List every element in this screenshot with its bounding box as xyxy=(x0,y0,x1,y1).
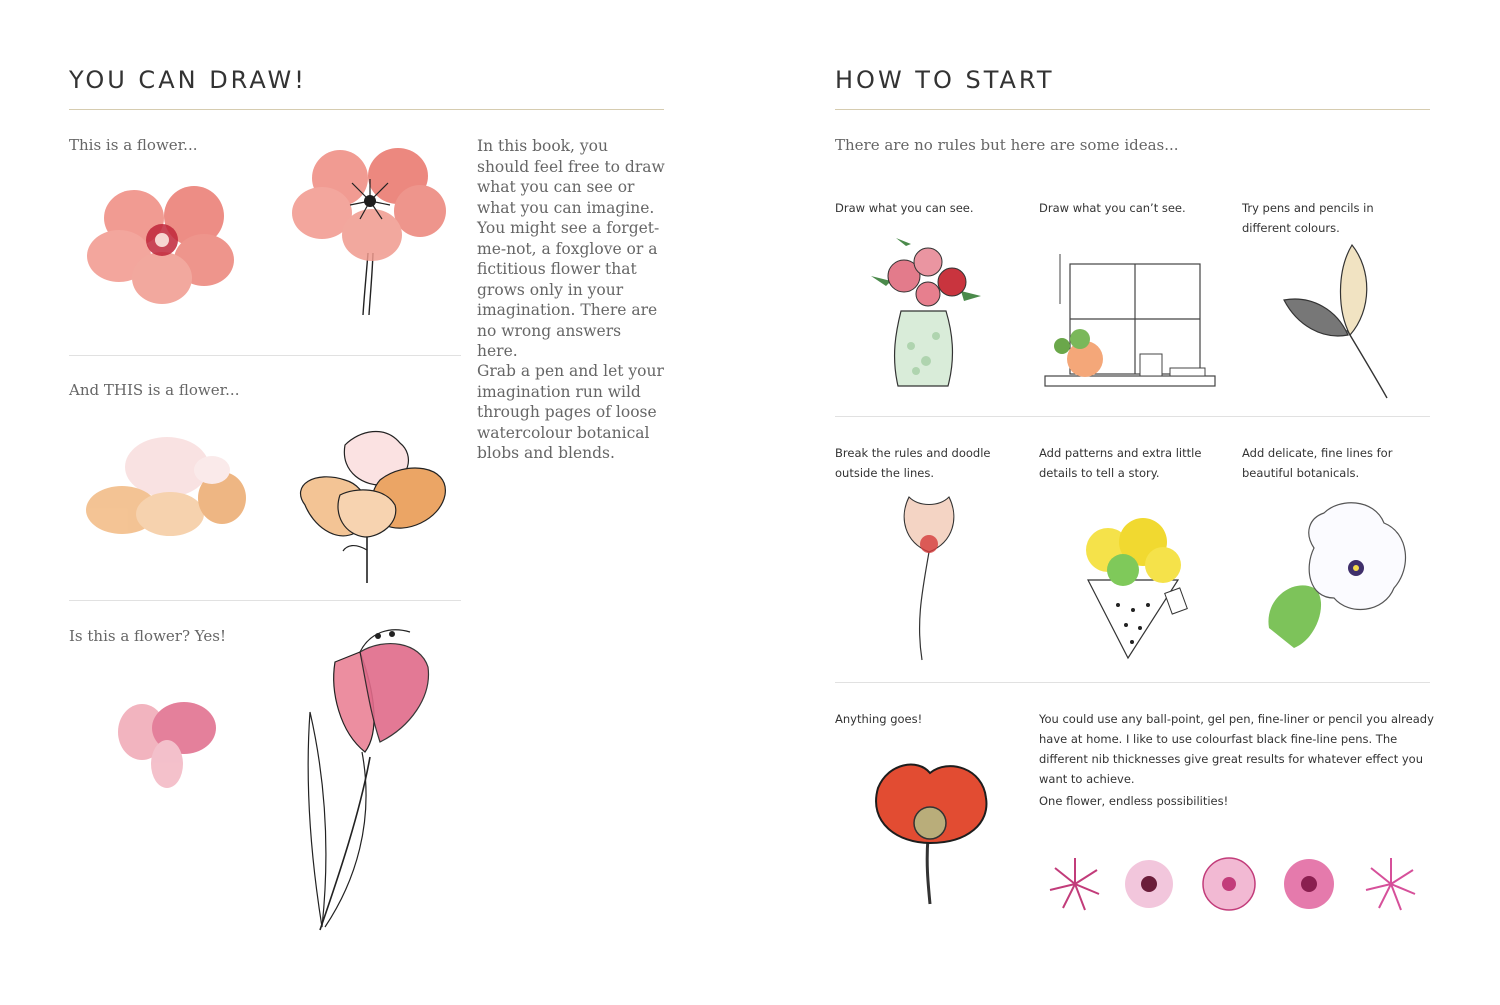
window-sill-rose-illustration xyxy=(1040,244,1220,396)
red-flower-with-stem-illustration xyxy=(290,143,450,318)
row-1-label: This is a flower... xyxy=(69,136,198,154)
idea-caption-pens-and-pencils: Try pens and pencils in different colours. xyxy=(1242,201,1374,235)
left-divider-1 xyxy=(69,355,461,356)
vase-bouquet-illustration xyxy=(866,236,986,396)
right-title-rule xyxy=(835,109,1430,110)
row-3-label: Is this a flower? Yes! xyxy=(69,627,226,645)
right-page-title: HOW TO START xyxy=(835,66,1055,94)
orange-watercolor-blob-illustration xyxy=(82,432,252,552)
closing-paragraph: Grab a pen and let your imagination run wild through pages of loose watercolour botanical blobs and blends. xyxy=(477,362,664,462)
idea-caption-add-patterns: Add patterns and extra little details to tell a story. xyxy=(1039,446,1202,480)
ideas-subtitle: There are no rules but here are some ideas... xyxy=(835,136,1179,154)
pens-paragraph: You could use any ball-point, gel pen, fine-liner or pencil you already have at home. I like to use colourfast black fine-line pens. The different nib thicknesses give great results for whatever effect you want to achieve. xyxy=(1039,712,1434,786)
pencil-leaf-illustration xyxy=(1282,240,1392,400)
red-poppy-illustration xyxy=(868,758,993,906)
pink-tulip-line-drawing xyxy=(300,622,440,934)
idea-caption-fine-lines: Add delicate, fine lines for beautiful botanicals. xyxy=(1242,446,1393,480)
watercolor-red-flower-illustration xyxy=(84,178,244,308)
row-2-label: And THIS is a flower... xyxy=(69,381,240,399)
white-pansy-illustration xyxy=(1264,498,1414,653)
yellow-bouquet-illustration xyxy=(1068,510,1198,660)
idea-caption-draw-what-you-cant-see: Draw what you can’t see. xyxy=(1039,201,1186,215)
tagline: One flower, endless possibilities! xyxy=(1039,794,1229,808)
idea-caption-anything-goes: Anything goes! xyxy=(835,712,923,726)
left-page-title: YOU CAN DRAW! xyxy=(69,66,307,94)
intro-paragraph: In this book, you should feel free to draw what you can see or what you can imagine. You might see a forget-me-not, a foxglove or a fictitious flower that grows only in your imagination. There are no wrong answers here. xyxy=(477,137,665,360)
idea-caption-break-the-rules: Break the rules and doodle outside the lines. xyxy=(835,446,991,480)
orange-outlined-flower-illustration xyxy=(285,425,455,585)
pink-watercolor-blob-illustration xyxy=(112,694,222,794)
left-title-rule xyxy=(69,109,664,110)
right-divider-1 xyxy=(835,416,1430,417)
idea-caption-draw-what-you-see: Draw what you can see. xyxy=(835,201,974,215)
right-divider-2 xyxy=(835,682,1430,683)
pink-flower-row-illustration xyxy=(1045,852,1425,918)
doodle-tulip-illustration xyxy=(884,492,974,662)
left-divider-2 xyxy=(69,600,461,601)
